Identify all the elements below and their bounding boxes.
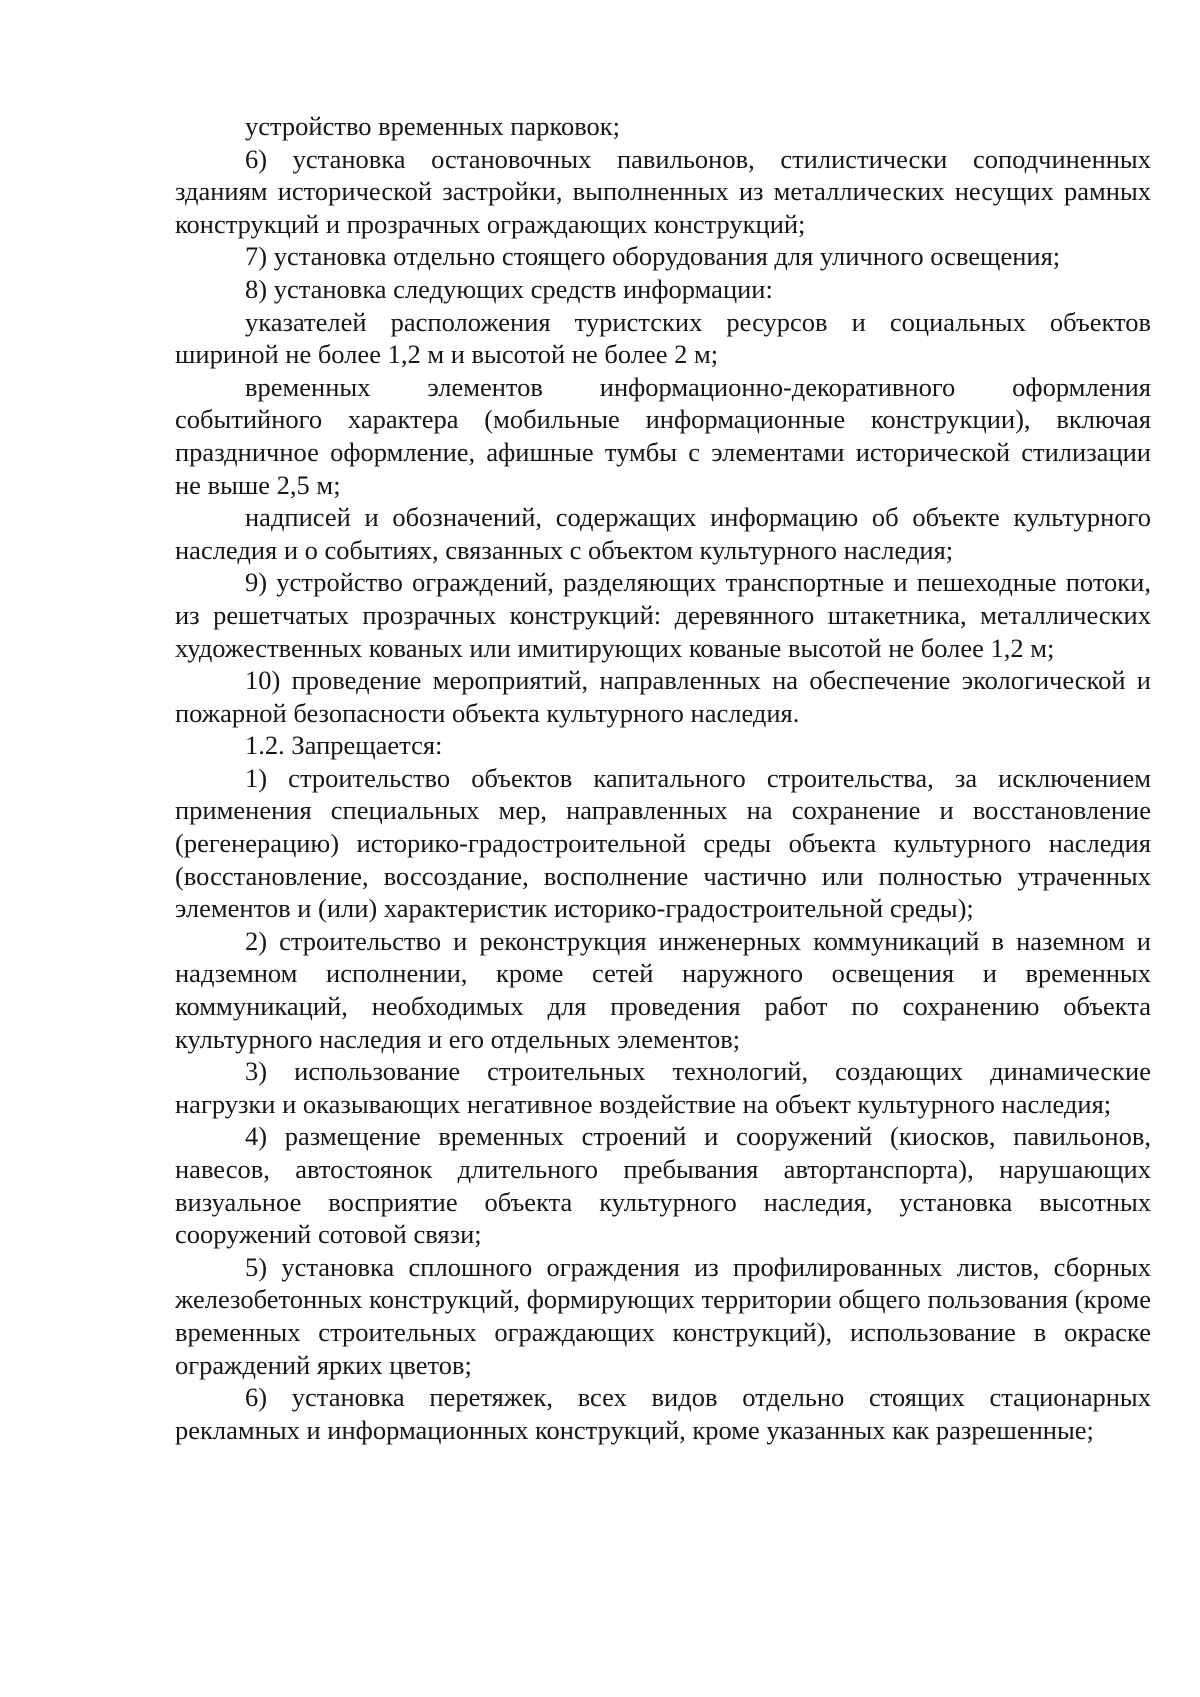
- paragraph-temporary-decor: временных элементов информационно-декоративного оформления событийного характера (мобильные информационные конструкции), включая праздничное оформление, афишные тумбы с элементами исторической стилизации не выше 2,5 м;: [175, 371, 1151, 500]
- paragraph-prohibited-1: 1) строительство объектов капитального строительства, за исключением применения специальных мер, направленных на сохранение и восстановление (регенерацию) историко-градостроительной среды объекта культурного наследия (восстановление, воссоздание, восполнение частично или полностью утраченных элементов и (или) характеристик историко-градостроительной среды);: [175, 762, 1151, 924]
- paragraph-item-8-information-means: 8) установка следующих средств информации:: [245, 273, 773, 304]
- paragraph-item-10-safety: 10) проведение мероприятий, направленных на обеспечение экологической и пожарной безопасности объекта культурного наследия.: [175, 665, 1151, 728]
- paragraph-parking: устройство временных парковок;: [245, 111, 621, 141]
- paragraph-prohibited-3: 3) использование строительных технологий, создающих динамические нагрузки и оказывающих негативное воздействие на объект культурного наследия;: [175, 1056, 1151, 1119]
- paragraph-prohibited-6: 6) установка перетяжек, всех видов отдельно стоящих стационарных рекламных и информационных конструкций, кроме указанных как разрешенные;: [175, 1382, 1151, 1445]
- paragraph-inscriptions: надписей и обозначений, содержащих информацию об объекте культурного наследия и о событиях, связанных с объектом культурного наследия;: [175, 502, 1151, 565]
- paragraph-item-9-fences: 9) устройство ограждений, разделяющих транспортные и пешеходные потоки, из решетчатых прозрачных конструкций: деревянного штакетника, металлических художественных кованых или имитирующих кованые высотой не более 1,2 м;: [175, 567, 1151, 663]
- paragraph-prohibited-4: 4) размещение временных строений и сооружений (киосков, павильонов, навесов, автостоянок длительного пребывания автортанспорта), нарушающих визуальное восприятие объекта культурного наследия, установка высотных сооружений сотовой связи;: [175, 1121, 1151, 1250]
- paragraph-item-7-street-lighting: 7) установка отдельно стоящего оборудования для уличного освещения;: [245, 241, 1061, 272]
- paragraph-prohibited-5: 5) установка сплошного ограждения из профилированных листов, сборных железобетонных конструкций, формирующих территории общего пользования (кроме временных строительных ограждающих конструкций), использование в окраске ограждений ярких цветов;: [175, 1251, 1151, 1380]
- document-body: [175, 110, 1151, 1446]
- section-heading-prohibited: 1.2. Запрещается:: [245, 730, 443, 761]
- paragraph-item-6-bus-stops: 6) установка остановочных павильонов, стилистически соподчиненных зданиям исторической застройки, выполненных из металлических несущих рамных конструкций и прозрачных ограждающих конструкций;: [175, 143, 1151, 239]
- paragraph-prohibited-2: 2) строительство и реконструкция инженерных коммуникаций в наземном и надземном исполнении, кроме сетей наружного освещения и временных коммуникаций, необходимых для проведения работ по сохранению объекта культурного наследия и его отдельных элементов;: [175, 925, 1151, 1054]
- paragraph-tourist-signs: указателей расположения туристских ресурсов и социальных объектов шириной не более 1,2 м и высотой не более 2 м;: [175, 306, 1151, 370]
